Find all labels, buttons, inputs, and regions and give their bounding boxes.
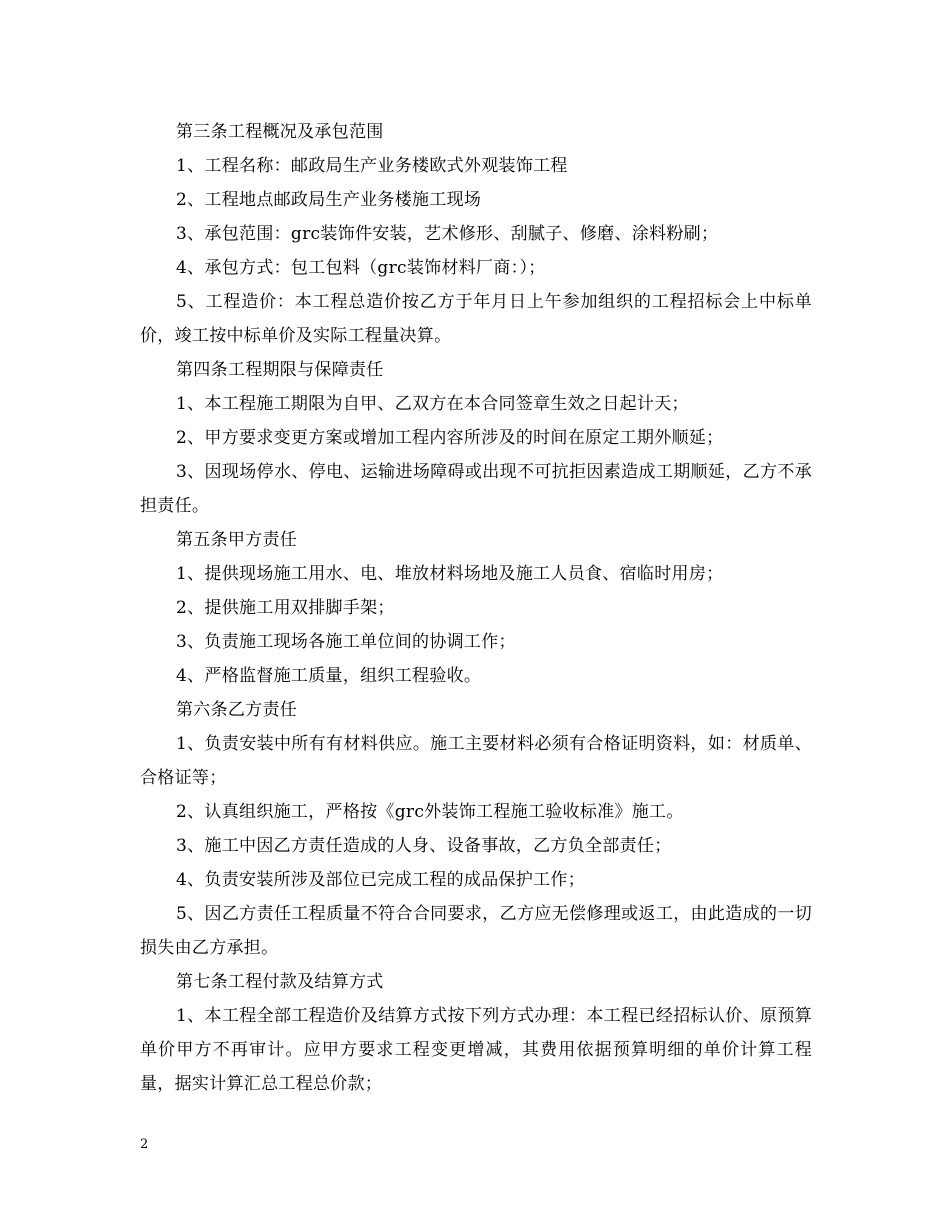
section-heading-article-3: 第三条工程概况及承包范围 — [176, 122, 384, 142]
paragraph: 2、工程地点邮政局生产业务楼施工现场 — [176, 190, 482, 210]
paragraph: 2、认真组织施工，严格按《grc外装饰工程施工验收标准》施工。 — [176, 802, 684, 822]
paragraph: 4、严格监督施工质量，组织工程验收。 — [176, 666, 482, 686]
page-number: 2 — [140, 1137, 149, 1152]
section-heading-article-5: 第五条甲方责任 — [176, 530, 298, 550]
document-body — [140, 115, 812, 1101]
paragraph: 1、负责安装中所有有材料供应。施工主要材料必须有合格证明资料，如：材质单、合格证等； — [140, 734, 812, 788]
paragraph: 5、因乙方责任工程质量不符合合同要求，乙方应无偿修理或返工，由此造成的一切损失由乙方承担。 — [140, 904, 812, 958]
paragraph: 1、工程名称：邮政局生产业务楼欧式外观装饰工程 — [176, 156, 568, 176]
paragraph: 1、提供现场施工用水、电、堆放材料场地及施工人员食、宿临时用房； — [176, 564, 724, 584]
paragraph: 1、本工程施工期限为自甲、乙双方在本合同签章生效之日起计天； — [176, 394, 689, 414]
paragraph: 2、提供施工用双排脚手架； — [176, 598, 395, 618]
section-heading-article-6: 第六条乙方责任 — [176, 700, 298, 720]
paragraph: 3、施工中因乙方责任造成的人身、设备事故，乙方负全部责任； — [176, 836, 672, 856]
section-heading-article-4: 第四条工程期限与保障责任 — [176, 360, 384, 380]
paragraph: 5、工程造价：本工程总造价按乙方于年月日上午参加组织的工程招标会上中标单价，竣工按中标单价及实际工程量决算。 — [140, 292, 812, 346]
section-heading-article-7: 第七条工程付款及结算方式 — [176, 972, 384, 992]
paragraph: 4、承包方式：包工包料（grc装饰材料厂商：）； — [176, 258, 546, 278]
paragraph: 4、负责安装所涉及部位已完成工程的成品保护工作； — [176, 870, 586, 890]
paragraph: 3、因现场停水、停电、运输进场障碍或出现不可抗拒因素造成工期顺延，乙方不承担责任。 — [140, 462, 812, 516]
paragraph: 1、本工程全部工程造价及结算方式按下列方式办理：本工程已经招标认价、原预算单价甲方不再审计。应甲方要求工程变更增减，其费用依据预算明细的单价计算工程量，据实计算汇总工程总价款； — [140, 1006, 812, 1094]
paragraph: 3、承包范围：grc装饰件安装，艺术修形、刮腻子、修磨、涂料粉刷； — [176, 224, 719, 244]
paragraph: 3、负责施工现场各施工单位间的协调工作； — [176, 632, 516, 652]
paragraph: 2、甲方要求变更方案或增加工程内容所涉及的时间在原定工期外顺延； — [176, 428, 724, 448]
